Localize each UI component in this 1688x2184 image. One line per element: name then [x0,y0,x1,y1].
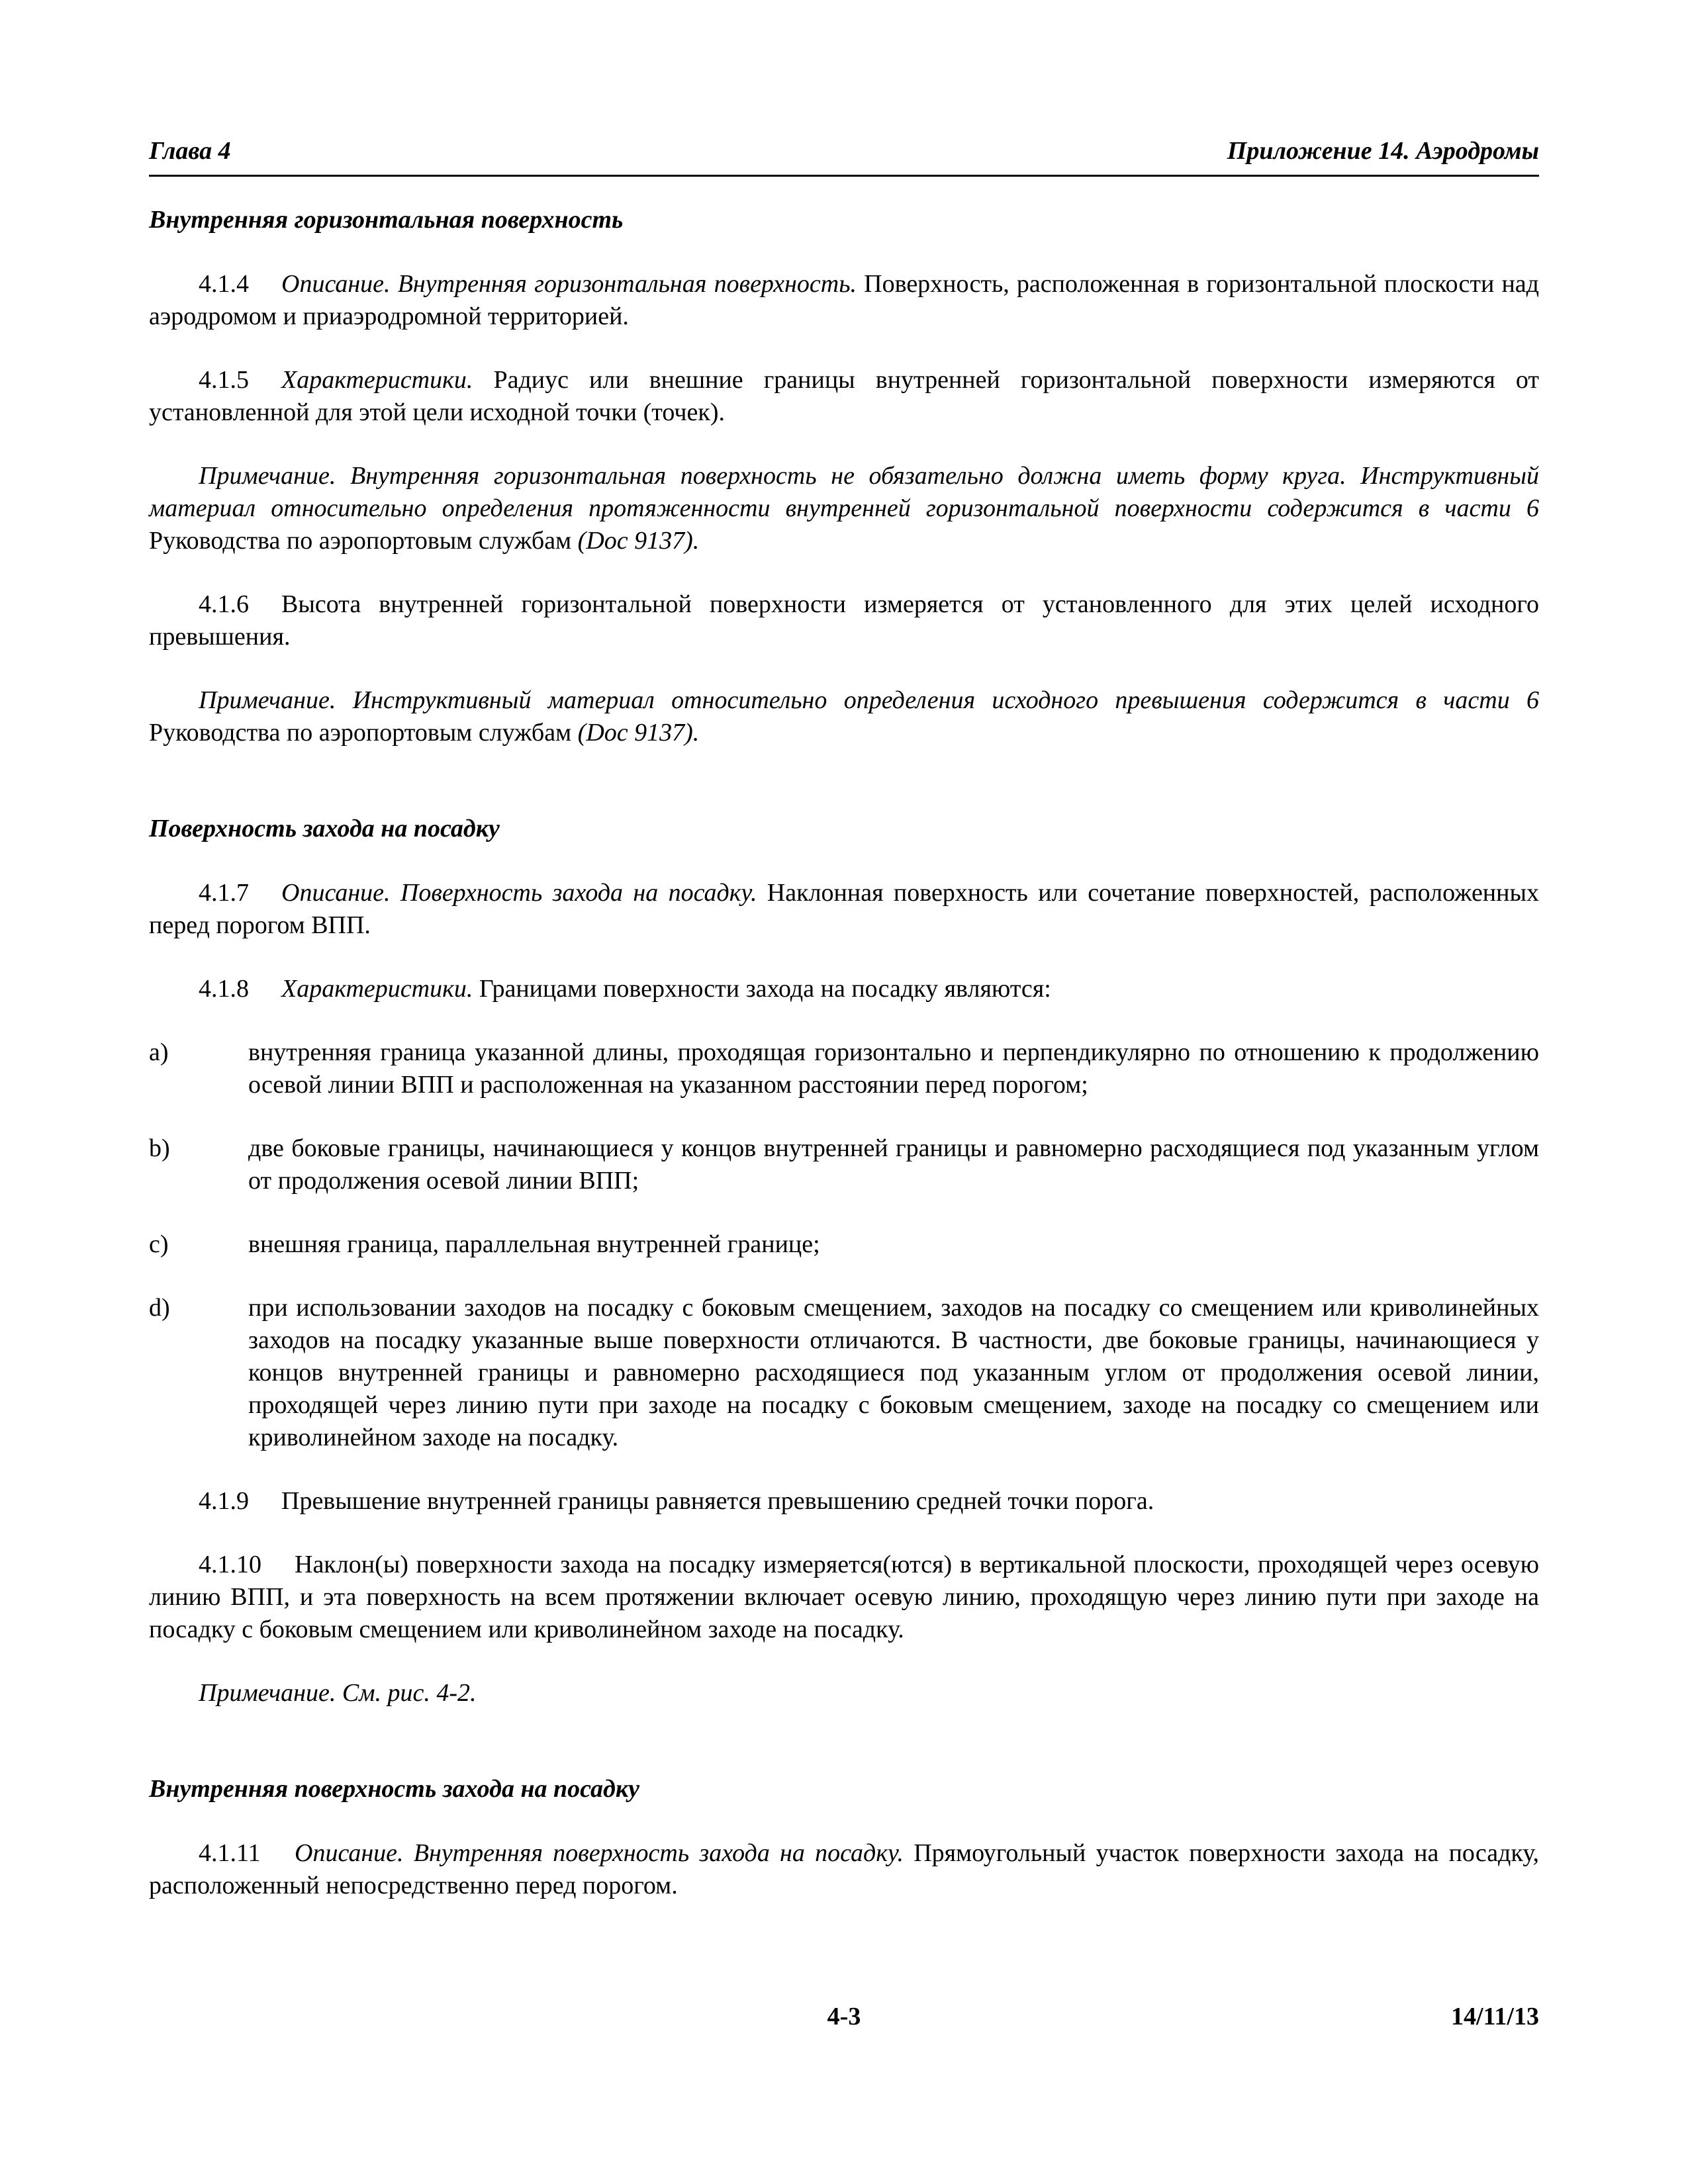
paragraph-text: Поверхность, расположенная в горизонтальной плоскости над аэродромом и приаэродромной территорией. [149,270,1539,330]
paragraph-number: 4.1.5 [199,366,249,394]
section-title-inner-approach: Внутренняя поверхность захода на посадку [149,1775,640,1803]
list-text: внешняя граница, параллельная внутренней границе; [248,1230,820,1258]
note-doc: (Doc 9137). [571,719,700,747]
paragraph-number: 4.1.9 [199,1487,249,1515]
paragraph-4-1-9 [149,1485,1539,1518]
paragraph-label: Описание. Внутренняя горизонтальная поверхность. [281,270,857,298]
note-reference: Руководства по аэропортовым службам [149,719,572,747]
note-doc: (Doc 9137). [571,527,700,555]
paragraph-4-1-4 [149,268,1539,333]
list-text: внутренняя граница указанной длины, проходящая горизонтально и перпендикулярно по отношению к продолжению осевой линии ВПП и расположенная на указанном расстоянии перед порогом; [248,1038,1539,1099]
paragraph-text: Наклон(ы) поверхности захода на посадку измеряется(ются) в вертикальной плоскости, проходящей через осевую линию ВПП, и эта поверхность на всем протяжении включает осевую линию, проходящую через линию пути при заходе на посадку с боковым смещением или криволинейном заходе на посадку. [149,1551,1539,1643]
page-header [149,132,1539,177]
list-item-d [149,1292,1539,1454]
list-text: при использовании заходов на посадку с боковым смещением, заходов на посадку со смещением или криволинейных заходов на посадку указанные выше поверхности отличаются. В частности, две боковые границы, начинающиеся у концов внутренней границы и равномерно расходящиеся под указанным углом от продолжения осевой линии, проходящей через линию пути при заходе на посадку с боковым смещением, заходе на посадку со смещением или криволинейном заходе на посадку. [248,1294,1539,1451]
list-item-b [149,1132,1539,1197]
page-number: 4-3 [827,2003,861,2030]
list-letter: a) [149,1038,169,1066]
header-annex: Приложение 14. Аэродромы [1227,137,1539,165]
list-item-a [149,1036,1539,1101]
paragraph-text: Высота внутренней горизонтальной поверхности измеряется от установленного для этих целей исходного превышения. [149,590,1539,651]
paragraph-number: 4.1.7 [199,879,249,907]
paragraph-4-1-11 [149,1837,1539,1902]
paragraph-text: Границами поверхности захода на посадку являются: [473,975,1051,1003]
paragraph-4-1-10 [149,1549,1539,1646]
paragraph-number: 4.1.4 [199,270,249,298]
note-text: Примечание. Инструктивный материал относительно определения исходного превышения содержится в части 6 [199,686,1539,714]
paragraph-4-1-8 [149,973,1539,1005]
revision-date: 14/11/13 [1450,2003,1539,2030]
list-letter: b) [149,1134,170,1162]
paragraph-4-1-6 [149,588,1539,653]
list-letter: d) [149,1294,170,1322]
section-title-approach-surface: Поверхность захода на посадку [149,815,500,842]
list-text: две боковые границы, начинающиеся у концов внутренней границы и равномерно расходящиеся под указанным углом от продолжения осевой линии ВПП; [248,1134,1539,1195]
main-content [149,199,1539,1902]
paragraph-text: Радиус или внешние границы внутренней горизонтальной поверхности измеряются от установленной для этой цели исходной точки (точек). [149,366,1539,426]
list-letter: c) [149,1230,169,1258]
note-2 [149,684,1539,749]
paragraph-text: Наклонная поверхность или сочетание поверхностей, расположенных перед порогом ВПП. [149,879,1540,939]
note-reference: Руководства по аэропортовым службам [149,527,572,555]
page-footer [149,2002,1539,2035]
paragraph-label: Описание. Поверхность захода на посадку. [281,879,757,907]
note-3: Примечание. См. рис. 4-2. [199,1679,477,1707]
paragraph-4-1-5 [149,364,1539,429]
paragraph-label: Характеристики. [281,975,473,1003]
paragraph-number: 4.1.8 [199,975,249,1003]
paragraph-text: Прямоугольный участок поверхности захода на посадку, расположенный непосредственно перед порогом. [149,1839,1540,1899]
paragraph-number: 4.1.6 [199,590,249,618]
paragraph-label: Описание. Внутренняя поверхность захода на посадку. [295,1839,904,1867]
paragraph-number: 4.1.10 [199,1551,261,1578]
section-title-inner-horizontal: Внутренняя горизонтальная поверхность [149,206,624,234]
paragraph-label: Характеристики. [281,366,473,394]
note-1 [149,460,1539,557]
note-text: Примечание. Внутренняя горизонтальная поверхность не обязательно должна иметь форму круга. Инструктивный материал относительно определения протяженности внутренней горизонтальной поверхности содержится в части 6 [149,462,1539,522]
paragraph-text: Превышение внутренней границы равняется превышению средней точки порога. [281,1487,1154,1515]
list-item-c [149,1228,1539,1261]
paragraph-number: 4.1.11 [199,1839,261,1867]
paragraph-4-1-7 [149,877,1539,942]
header-chapter: Глава 4 [149,137,231,165]
